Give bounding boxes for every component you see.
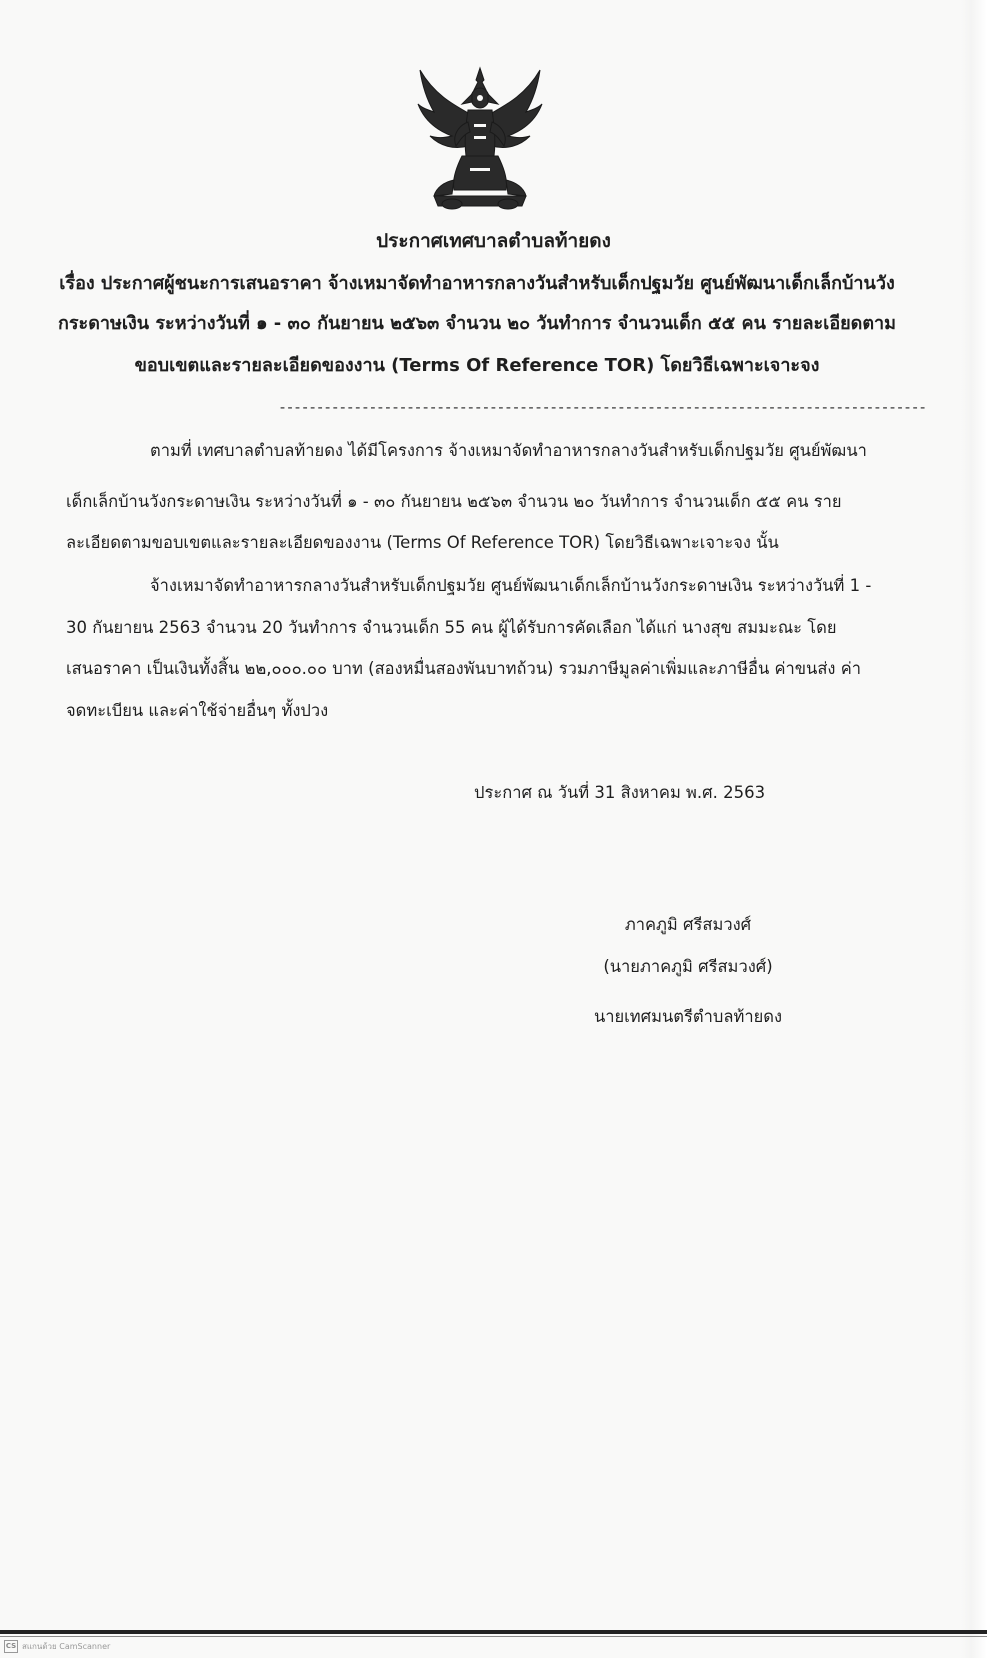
section-divider: -------------------------------------------------------------------------------------- bbox=[278, 398, 926, 416]
signature-name: ภาคภูมิ ศรีสมวงศ์ bbox=[624, 915, 752, 934]
scanner-watermark bbox=[4, 1640, 110, 1653]
signature-full-name: (นายภาคภูมิ ศรีสมวงศ์) bbox=[603, 957, 773, 976]
camscanner-icon: CS bbox=[4, 1640, 18, 1653]
signature-position: นายเทศมนตรีตำบลท้ายดง bbox=[593, 1007, 783, 1026]
body-line-3: ละเอียดตามขอบเขตและรายละเอียดของงาน (Terms Of Reference TOR) โดยวิธีเฉพาะเจาะจง นั้น bbox=[66, 533, 779, 552]
body-line-2: เด็กเล็กบ้านวังกระดาษเงิน ระหว่างวันที่ ๑ - ๓๐ กันยายน ๒๕๖๓ จำนวน ๒๐ วันทำการ จำนวนเด็ก ๕๕ คน ราย bbox=[66, 492, 842, 511]
subject-line-1: เรื่อง ประกาศผู้ชนะการเสนอราคา จ้างเหมาจัดทำอาหารกลางวันสำหรับเด็กปฐมวัย ศูนย์พัฒนาเด็กเล็กบ้านวัง bbox=[59, 273, 895, 294]
bottom-scan-edge bbox=[0, 1630, 987, 1634]
body-line-7: จดทะเบียน และค่าใช้จ่ายอื่นๆ ทั้งปวง bbox=[66, 701, 329, 720]
subject-line-2: กระดาษเงิน ระหว่างวันที่ ๑ - ๓๐ กันยายน ๒๕๖๓ จำนวน ๒๐ วันทำการ จำนวนเด็ก ๕๕ คน รายละเอียดตาม bbox=[57, 313, 897, 334]
subject-line-3: ขอบเขตและรายละเอียดของงาน (Terms Of Reference TOR) โดยวิธีเฉพาะเจาะจง bbox=[134, 355, 820, 376]
body-line-6: เสนอราคา เป็นเงินทั้งสิ้น ๒๒,๐๐๐.๐๐ บาท (สองหมื่นสองพันบาทถ้วน) รวมภาษีมูลค่าเพิ่มและภาษีอื่น ค่าขนส่ง ค่า bbox=[66, 659, 862, 678]
announcement-date: ประกาศ ณ วันที่ 31 สิงหาคม พ.ศ. 2563 bbox=[474, 783, 766, 802]
garuda-emblem-icon bbox=[412, 64, 548, 212]
scanner-watermark-text: สแกนด้วย CamScanner bbox=[22, 1642, 111, 1651]
announcement-title: ประกาศเทศบาลตำบลท้ายดง bbox=[376, 230, 611, 252]
body-line-4: จ้างเหมาจัดทำอาหารกลางวันสำหรับเด็กปฐมวัย ศูนย์พัฒนาเด็กเล็กบ้านวังกระดาษเงิน ระหว่างวันที่ 1 - bbox=[150, 576, 872, 595]
bottom-scan-edge-thin bbox=[0, 1636, 987, 1637]
body-line-5: 30 กันยายน 2563 จำนวน 20 วันทำการ จำนวนเด็ก 55 คน ผู้ได้รับการคัดเลือก ได้แก่ นางสุข สมมะณะ โดย bbox=[66, 618, 837, 637]
body-line-1: ตามที่ เทศบาลตำบลท้ายดง ได้มีโครงการ จ้างเหมาจัดทำอาหารกลางวันสำหรับเด็กปฐมวัย ศูนย์พัฒนา bbox=[150, 441, 867, 460]
